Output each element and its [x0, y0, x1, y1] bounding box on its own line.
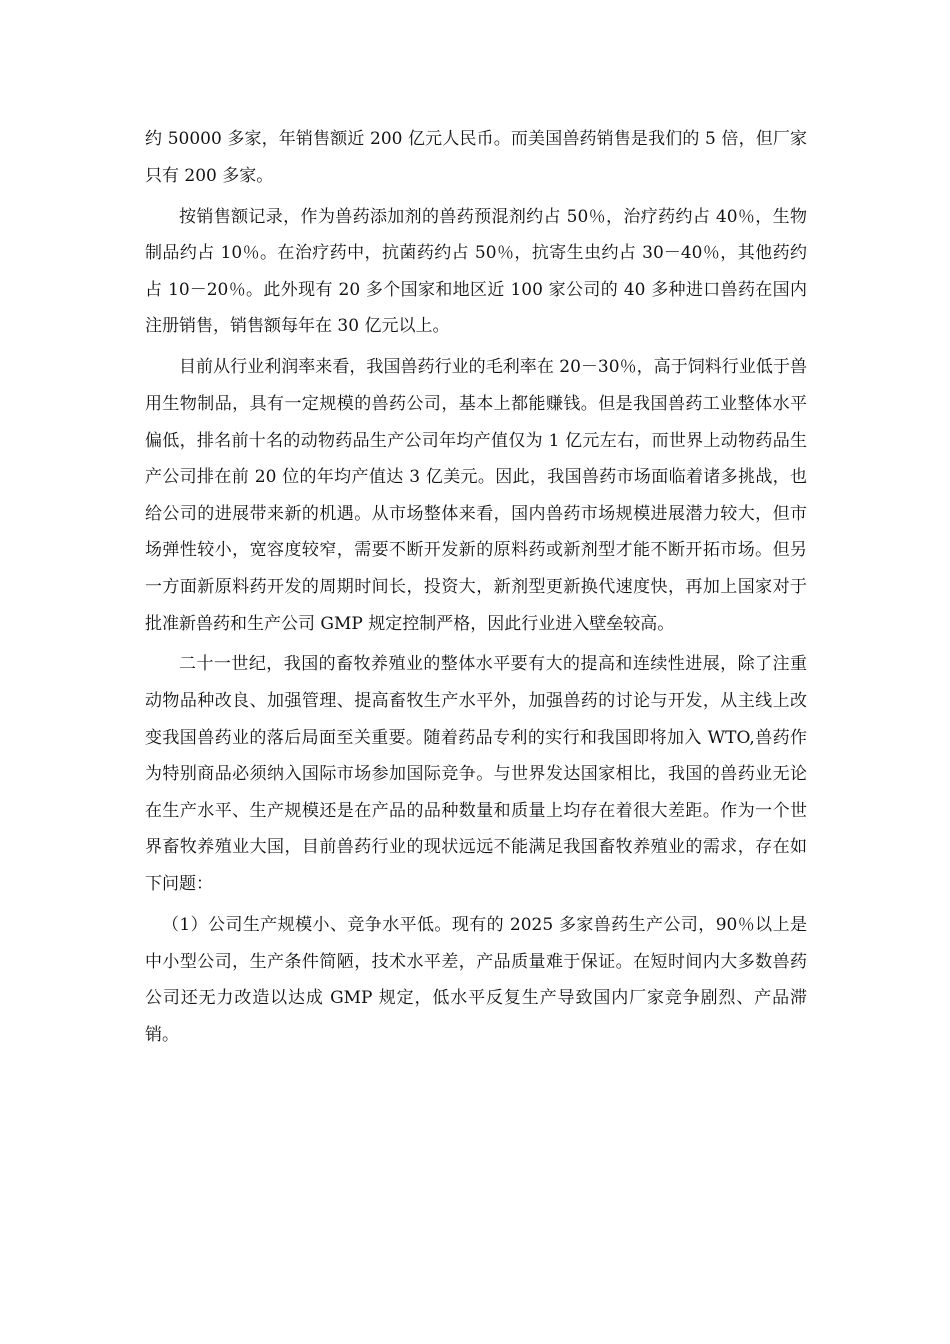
document-body	[145, 121, 807, 1058]
paragraph-21st-century: 二十一世纪，我国的畜牧养殖业的整体水平要有大的提高和连续性进展，除了注重动物品种改良、加强管理、提高畜牧生产水平外，加强兽药的讨论与开发，从主线上改变我国兽药业的落后局面至关重要。随着药品专利的实行和我国即将加入 WTO,兽药作为特别商品必须纳入国际市场参加国际竞争。与世界发达国家相比，我国的兽药业无论在生产水平、生产规模还是在产品的品种数量和质量上均存在着很大差距。作为一个世界畜牧养殖业大国，目前兽药行业的现状远远不能满足我国畜牧养殖业的需求，存在如下问题：	[145, 654, 807, 895]
paragraph-sales-composition: 按销售额记录，作为兽药添加剂的兽药预混剂约占 50％，治疗药约占 40％，生物制品约占 10％。在治疗药中，抗菌药约占 50％，抗寄生虫约占 30－40％，其他药约占 10－20％。此外现有 20 多个国家和地区近 100 家公司的 40 多种进口兽药在国内注册销售，销售额每年在 30 亿元以上。	[145, 206, 807, 337]
paragraph-problem-1: （1）公司生产规模小、竞争水平低。现有的 2025 多家兽药生产公司，90％以上是中小型公司，生产条件简陋，技术水平差，产品质量难于保证。在短时间内大多数兽药公司还无力改造以达成 GMP 规定，低水平反复生产导致国内厂家竞争剧烈、产品滞销。	[145, 915, 807, 1045]
paragraph-profit-margin: 目前从行业利润率来看，我国兽药行业的毛利率在 20－30％，高于饲料行业低于兽用生物制品，具有一定规模的兽药公司，基本上都能赚钱。但是我国兽药工业整体水平偏低，排名前十名的动物药品生产公司年均产值仅为 1 亿元左右，而世界上动物药品生产公司排在前 20 位的年均产值达 3 亿美元。因此，我国兽药市场面临着诸多挑战，也给公司的进展带来新的机遇。从市场整体来看，国内兽药市场规模进展潜力较大，但市场弹性较小，宽容度较窄，需要不断开发新的原料药或新剂型才能不断开拓市场。但另一方面新原料药开发的周期时间长，投资大，新剂型更新换代速度快，再加上国家对于批准新兽药和生产公司 GMP 规定控制严格，因此行业进入壁垒较高。	[145, 357, 807, 634]
paragraph-continuation: 约 50000 多家，年销售额近 200 亿元人民币。而美国兽药销售是我们的 5 倍，但厂家只有 200 多家。	[145, 129, 807, 186]
